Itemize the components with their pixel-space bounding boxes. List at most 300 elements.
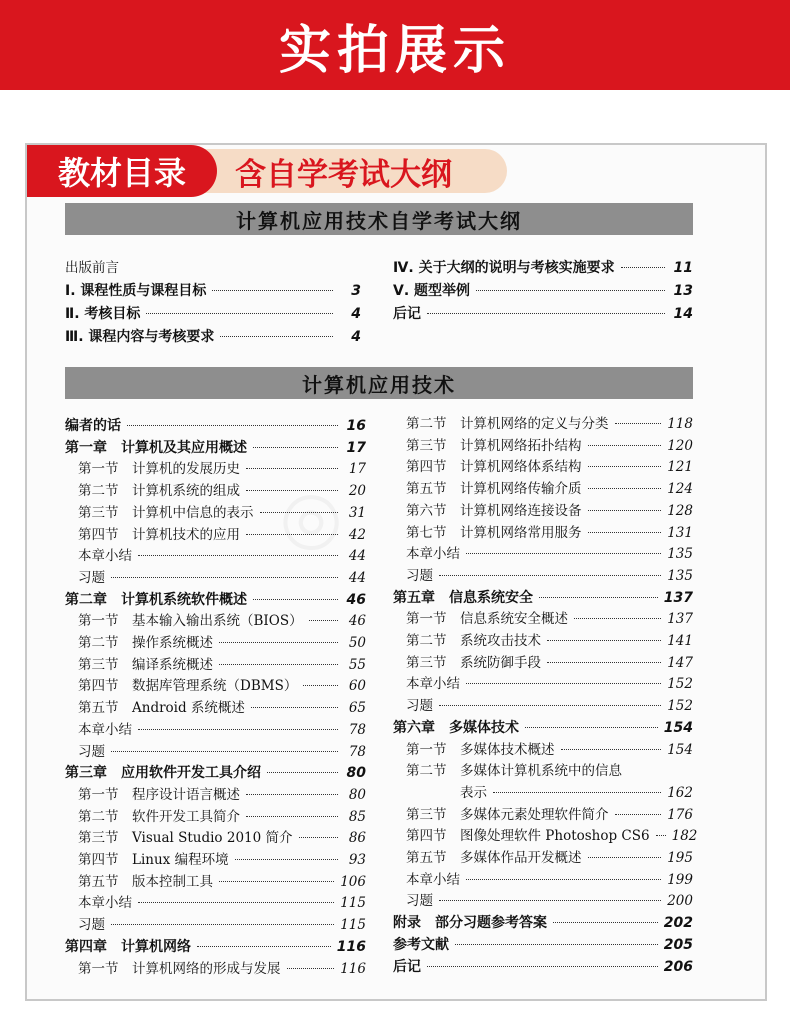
toc-entry: [393, 589, 693, 607]
toc-page-number: 46: [346, 591, 366, 608]
dot-leader: [253, 599, 338, 600]
toc-entry-label: [406, 458, 582, 476]
toc-entry-label: [406, 545, 460, 563]
toc-entry-title: 第五章 信息系统安全: [393, 589, 533, 606]
toc-page-number: 46: [348, 613, 366, 630]
toc-entry-title: 本章小结: [78, 548, 132, 565]
toc-entry-label: [78, 677, 297, 695]
toc-section-number: 第一节: [406, 611, 447, 628]
tab-syllabus: 含自学考试大纲: [187, 149, 507, 193]
toc-entry-label: [65, 259, 119, 277]
toc-entry-title: 系统攻击技术: [460, 633, 541, 649]
toc-entry-label: [406, 806, 609, 824]
dot-leader: [246, 468, 338, 469]
toc-entry: [65, 916, 366, 934]
toc-entry-label: [406, 784, 487, 802]
toc-entry: [65, 417, 366, 435]
dot-leader: [219, 881, 334, 882]
toc-entry: [393, 458, 693, 476]
dot-leader: [246, 534, 338, 535]
toc-entry-title: 习题: [406, 698, 433, 715]
dot-leader: [588, 445, 662, 446]
toc-entry: [65, 460, 366, 478]
toc-section-number: 第二节: [406, 763, 447, 780]
toc-page-number: 11: [673, 260, 693, 276]
toc-entry-title: 信息系统安全概述: [460, 611, 568, 628]
toc-entry: [65, 328, 361, 346]
toc-page-number: 205: [663, 936, 693, 953]
toc-entry: [393, 719, 693, 737]
dot-leader: [466, 879, 661, 880]
toc-entry: [393, 567, 693, 585]
toc-page-number: 86: [348, 830, 366, 847]
toc-entry: [65, 656, 366, 674]
toc-entry-label: [78, 960, 281, 978]
toc-page-number: 78: [348, 721, 366, 738]
toc-section-number: 第三节: [406, 437, 447, 454]
toc-entry: [393, 958, 693, 976]
toc-section-number: 第五节: [78, 700, 119, 717]
toc-entry-title: 本章小结: [78, 721, 132, 738]
toc-entry-label: [406, 762, 622, 780]
toc-entry-title: Ⅳ. 关于大纲的说明与考核实施要求: [393, 260, 615, 276]
toc-entry-label: [406, 415, 609, 433]
toc-entry: [65, 282, 361, 300]
toc-entry-label: [406, 632, 541, 650]
dot-leader: [251, 707, 338, 708]
toc-entry-label: [393, 914, 547, 932]
toc-page-number: 121: [667, 459, 693, 476]
toc-entry-label: [78, 547, 132, 565]
toc-entry: [393, 524, 693, 542]
toc-entry-title: 出版前言: [65, 260, 119, 276]
toc-page-number: 85: [348, 808, 366, 825]
toc-entry: [65, 873, 366, 891]
dot-leader: [127, 425, 338, 426]
dot-leader: [219, 642, 338, 643]
toc-section-number: 第三节: [78, 830, 119, 847]
toc-entry: [393, 849, 693, 867]
toc-entry-label: [78, 504, 254, 522]
dot-leader: [287, 968, 335, 969]
toc-entry-title: 基本输入输出系统（BIOS）: [132, 613, 303, 630]
toc-entry: [65, 721, 366, 739]
toc-entry-label: [406, 654, 541, 672]
toc-page-number: 131: [667, 524, 693, 541]
dot-leader: [547, 640, 661, 641]
toc-entry-title: 计算机的发展历史: [132, 461, 240, 478]
dot-leader: [303, 685, 338, 686]
toc-entry: [65, 764, 366, 782]
toc-entry: [65, 677, 366, 695]
toc-entry-label: [393, 259, 615, 277]
toc-entry: [393, 914, 693, 932]
toc-entry-title: 第三章 应用软件开发工具介绍: [65, 765, 261, 782]
dot-leader: [656, 835, 666, 836]
toc-page-number: 93: [348, 852, 366, 868]
dot-leader: [197, 946, 331, 947]
toc-page-number: 120: [667, 437, 693, 454]
toc-page-number: 135: [667, 567, 693, 584]
toc-entry-label: [78, 460, 240, 478]
toc-entry-label: [65, 938, 191, 956]
toc-entry-label: [406, 675, 460, 693]
toc-page-number: 20: [348, 483, 366, 500]
toc-page-number: 17: [348, 461, 366, 478]
toc-entry: [65, 743, 366, 761]
toc-section-number: 第二节: [406, 633, 447, 649]
toc-entry: [65, 504, 366, 522]
dot-leader: [439, 575, 661, 576]
toc-entry-label: [393, 282, 470, 300]
toc-page-number: 44: [348, 548, 366, 565]
toc-entry-title: 编者的话: [65, 418, 121, 434]
toc-entry-title: 后记: [393, 958, 421, 975]
toc-entry-title: 计算机网络传输介质: [460, 481, 582, 498]
dot-leader: [253, 447, 338, 448]
toc-entry-label: [78, 743, 105, 761]
toc-entry: [65, 894, 366, 912]
toc-section-number: 第五节: [78, 873, 119, 890]
dot-leader: [439, 705, 661, 706]
toc-entry-title: 程序设计语言概述: [132, 786, 240, 803]
toc-entry: [393, 936, 693, 954]
toc-section-number: 第三节: [406, 806, 447, 823]
toc-entry: [393, 871, 693, 889]
toc-entry: [65, 851, 366, 869]
toc-entry-label: [78, 873, 213, 891]
toc-entry: [393, 827, 698, 845]
toc-entry-label: [393, 305, 421, 323]
toc-page-number: 176: [667, 806, 693, 823]
dot-leader: [525, 727, 658, 728]
toc-entry-title: 习题: [78, 917, 105, 934]
toc-entry-title: 后记: [393, 306, 421, 322]
toc-entry-label: [78, 894, 132, 912]
toc-page-number: 200: [667, 893, 693, 910]
toc-entry-label: [406, 871, 460, 889]
toc-entry: [65, 439, 366, 457]
toc-entry-label: [65, 305, 140, 323]
toc-entry: [65, 569, 366, 587]
toc-entry-label: [78, 851, 229, 869]
toc-entry-title: 习题: [78, 743, 105, 760]
content-section-bar: 计算机应用技术: [65, 367, 693, 399]
toc-section-number: 第二节: [406, 416, 447, 432]
toc-entry-label: [406, 892, 433, 910]
toc-page-number: 154: [663, 719, 693, 736]
toc-entry-title: 计算机网络连接设备: [460, 502, 582, 519]
toc-entry-label: [78, 829, 293, 847]
toc-section-number: 第一节: [78, 960, 119, 977]
toc-page-number: 147: [667, 654, 693, 671]
toc-entry-title: Visual Studio 2010 简介: [132, 830, 293, 847]
dot-leader: [427, 313, 665, 314]
toc-entry-title: 图像处理软件 Photoshop CS6: [460, 828, 650, 845]
toc-entry-title: 计算机网络的定义与分类: [460, 416, 609, 432]
toc-entry: [393, 610, 693, 628]
toc-entry: [65, 634, 366, 652]
toc-section-number: 第四节: [78, 852, 119, 868]
toc-entry: [393, 697, 693, 715]
dot-leader: [235, 859, 338, 860]
dot-leader: [299, 837, 338, 838]
toc-section-number: 第一节: [78, 786, 119, 803]
dot-leader: [220, 336, 333, 337]
toc-page-number: 115: [340, 917, 366, 934]
toc-entry: [65, 960, 366, 978]
toc-entry-title: Ⅰ. 课程性质与课程目标: [65, 283, 207, 299]
dot-leader: [547, 662, 661, 663]
toc-entry-label: [78, 612, 303, 630]
toc-entry: [393, 415, 693, 433]
toc-entry-title: Linux 编程环境: [132, 852, 229, 868]
toc-page-number: 31: [348, 504, 366, 521]
toc-entry: [65, 786, 366, 804]
toc-entry: [65, 526, 366, 544]
toc-entry-label: [393, 719, 519, 737]
toc-entry-label: [65, 439, 247, 457]
toc-entry: [393, 480, 693, 498]
dot-leader: [111, 577, 338, 578]
dot-leader: [219, 664, 338, 665]
toc-entry-title: 多媒体计算机系统中的信息: [460, 763, 622, 780]
toc-entry-title: Android 系统概述: [132, 700, 245, 717]
dot-leader: [246, 816, 338, 817]
toc-section-number: 第二节: [78, 483, 119, 500]
toc-entry-label: [406, 827, 650, 845]
toc-page-number: 162: [667, 784, 693, 801]
dot-leader: [476, 290, 665, 291]
tab-toc: 教材目录: [27, 145, 217, 197]
toc-entry-label: [393, 958, 421, 976]
toc-entry: [65, 699, 366, 717]
toc-page-number: 182: [671, 828, 698, 845]
toc-section-number: 第三节: [78, 504, 119, 521]
toc-entry: [65, 482, 366, 500]
dot-leader: [588, 466, 662, 467]
toc-entry-label: [78, 569, 105, 587]
toc-page-number: 116: [340, 960, 366, 977]
toc-section-number: 第四节: [78, 678, 119, 695]
dot-leader: [588, 857, 662, 858]
toc-entry-title: 编译系统概述: [132, 656, 213, 673]
toc-entry-label: [78, 482, 240, 500]
toc-page-number: 137: [667, 611, 693, 628]
toc-entry-title: 附录 部分习题参考答案: [393, 915, 547, 932]
toc-section-number: 第二节: [78, 808, 119, 825]
toc-entry-title: 本章小结: [406, 546, 460, 563]
toc-entry-label: [406, 524, 582, 542]
toc-page-number: 80: [346, 765, 366, 782]
dot-leader: [621, 267, 665, 268]
toc-section-number: 第六节: [406, 502, 447, 519]
toc-section-number: 第一节: [78, 461, 119, 478]
toc-entry-title: 软件开发工具简介: [132, 808, 240, 825]
toc-entry-label: [78, 721, 132, 739]
dot-leader: [466, 553, 661, 554]
toc-entry-title: Ⅴ. 题型举例: [393, 283, 471, 299]
toc-entry-label: [78, 808, 240, 826]
dot-leader: [138, 902, 334, 903]
toc-entry-label: [78, 699, 245, 717]
toc-entry-title: 数据库管理系统（DBMS）: [132, 678, 298, 695]
toc-entry-title: 操作系统概述: [132, 635, 213, 651]
dot-leader: [455, 944, 658, 945]
book-page-photo: [25, 143, 767, 1001]
toc-entry-label: [406, 610, 568, 628]
toc-entry-label: [78, 656, 213, 674]
toc-entry: [393, 784, 693, 802]
toc-section-number: 第一节: [406, 741, 447, 758]
toc-entry: [65, 829, 366, 847]
toc-entry-label: [406, 567, 433, 585]
toc-page-number: 199: [667, 871, 693, 888]
toc-page-number: 152: [667, 676, 693, 693]
toc-section-number: 第五节: [406, 850, 447, 866]
toc-entry-label: [65, 764, 261, 782]
toc-section-number: 第四节: [78, 526, 119, 543]
dot-leader: [561, 749, 662, 750]
toc-page-number: 80: [348, 786, 366, 803]
toc-entry-label: [406, 697, 433, 715]
toc-entry: [393, 654, 693, 672]
toc-entry-title: 计算机网络体系结构: [460, 459, 582, 476]
toc-page-number: 124: [667, 481, 693, 498]
toc-entry-label: [78, 786, 240, 804]
toc-page-number: 154: [667, 741, 693, 758]
toc-entry-label: [65, 417, 121, 435]
banner-title: 实拍展示: [278, 20, 511, 81]
toc-entry: [65, 305, 361, 323]
toc-page-number: 55: [348, 656, 366, 673]
toc-entry-title: 多媒体元素处理软件简介: [460, 806, 609, 823]
toc-entry-title: 本章小结: [78, 895, 132, 912]
toc-entry-title: 计算机网络的形成与发展: [132, 960, 281, 977]
toc-page-number: 202: [663, 915, 693, 932]
toc-section-number: 第三节: [406, 654, 447, 671]
toc-entry-label: [393, 936, 449, 954]
dot-leader: [138, 555, 338, 556]
toc-entry-title: 系统防御手段: [460, 654, 541, 671]
toc-section-number: 第三节: [78, 656, 119, 673]
toc-entry: [393, 762, 693, 780]
toc-page-number: 4: [351, 329, 361, 345]
dot-leader: [246, 794, 338, 795]
toc-entry: [393, 282, 693, 300]
dot-leader: [493, 792, 661, 793]
toc-entry-title: 计算机系统的组成: [132, 483, 240, 500]
toc-entry-title: 习题: [406, 567, 433, 584]
dot-leader: [439, 900, 661, 901]
toc-entry-label: [65, 282, 206, 300]
toc-page-number: 152: [667, 698, 693, 715]
toc-entry-title: 本章小结: [406, 676, 460, 693]
toc-entry-title: 计算机网络拓扑结构: [460, 437, 582, 454]
toc-entry: [393, 675, 693, 693]
toc-entry-label: [406, 849, 582, 867]
toc-entry: [65, 808, 366, 826]
dot-leader: [574, 618, 661, 619]
toc-page-number: 17: [346, 439, 366, 456]
toc-page-number: 44: [348, 569, 366, 586]
top-banner: [0, 0, 790, 90]
toc-page-number: 60: [348, 678, 366, 695]
toc-entry-label: [393, 589, 533, 607]
dot-leader: [138, 729, 338, 730]
toc-entry-label: [78, 526, 240, 544]
dot-leader: [588, 488, 662, 489]
toc-section-number: 第二节: [78, 635, 119, 651]
dot-leader: [212, 290, 333, 291]
toc-page-number: 135: [667, 546, 693, 563]
toc-page-number: 42: [348, 526, 366, 543]
toc-page-number: 137: [663, 589, 693, 606]
toc-entry-title: 习题: [406, 893, 433, 910]
toc-entry-title: 习题: [78, 569, 105, 586]
toc-entry-title: 本章小结: [406, 871, 460, 888]
toc-section-number: 第四节: [406, 828, 447, 845]
toc-entry-title: 计算机网络常用服务: [460, 524, 582, 541]
toc-entry: [393, 259, 693, 277]
toc-entry: [393, 545, 693, 563]
dot-leader: [111, 924, 334, 925]
dot-leader: [539, 597, 658, 598]
toc-page-number: 118: [667, 416, 693, 432]
toc-entry: [393, 806, 693, 824]
dot-leader: [553, 922, 658, 923]
toc-page-number: 141: [667, 633, 693, 649]
outline-section-bar: 计算机应用技术自学考试大纲: [65, 203, 693, 235]
toc-entry-label: [406, 741, 555, 759]
toc-section-number: 第一节: [78, 613, 119, 630]
dot-leader: [246, 490, 338, 491]
toc-entry-title: 计算机中信息的表示: [132, 504, 254, 521]
toc-entry-label: [65, 591, 247, 609]
toc-entry: [393, 502, 693, 520]
toc-page-number: 195: [667, 850, 693, 866]
toc-page-number: 50: [348, 635, 366, 651]
toc-entry-title: Ⅱ. 考核目标: [65, 306, 141, 322]
toc-entry-label: [406, 502, 582, 520]
toc-page-number: 3: [351, 283, 361, 299]
dot-leader: [588, 532, 662, 533]
dot-leader: [588, 510, 662, 511]
toc-page-number: 116: [336, 938, 366, 955]
toc-entry: [65, 938, 366, 956]
toc-entry-title: 表示: [460, 784, 487, 801]
toc-entry: [65, 547, 366, 565]
toc-entry-title: 参考文献: [393, 936, 449, 953]
toc-entry: [393, 437, 693, 455]
dot-leader: [260, 512, 339, 513]
toc-page-number: 78: [348, 743, 366, 760]
toc-entry-label: [406, 437, 582, 455]
header-tabs: [27, 145, 507, 197]
toc-page-number: 13: [673, 283, 693, 299]
toc-entry: [393, 892, 693, 910]
toc-entry: [65, 259, 361, 277]
dot-leader: [111, 751, 338, 752]
toc-entry: [65, 612, 366, 630]
toc-entry-title: 第四章 计算机网络: [65, 938, 191, 955]
toc-entry-title: 第六章 多媒体技术: [393, 719, 519, 736]
dot-leader: [615, 814, 662, 815]
toc-entry-label: [406, 480, 582, 498]
toc-entry-title: 多媒体技术概述: [460, 741, 555, 758]
dot-leader: [427, 966, 658, 967]
toc-entry: [393, 632, 693, 650]
